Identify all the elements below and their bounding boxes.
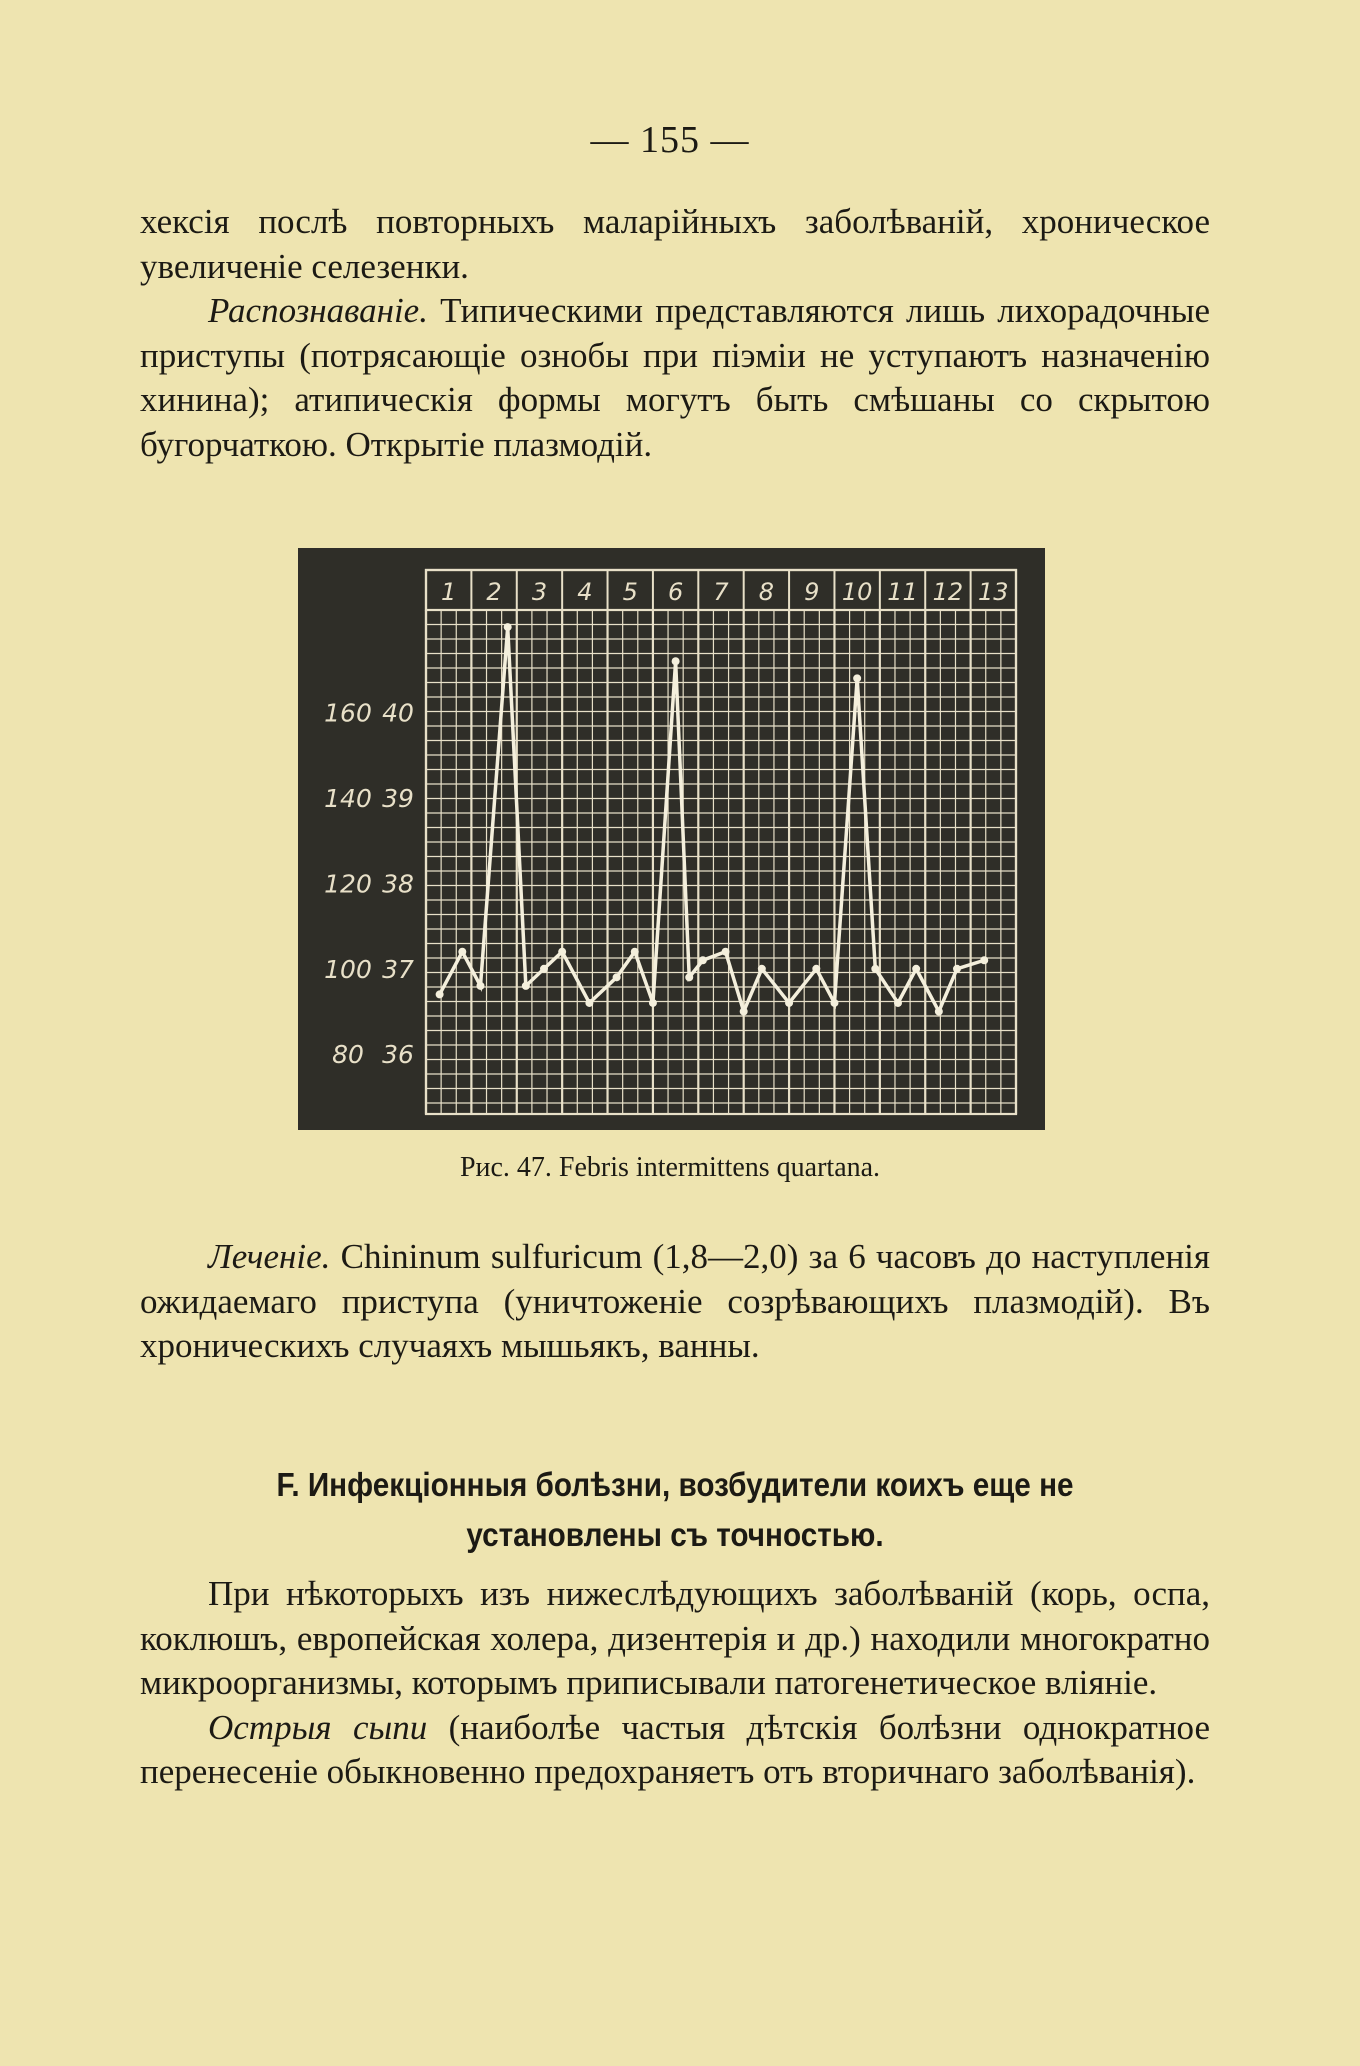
- temperature-point: [685, 973, 693, 981]
- acute-rashes-text: (наиболѣе частыя дѣтскія болѣзни однократное перенесеніе обыкновенно предохраняетъ отъ вторичнаго заболѣванія).: [140, 1707, 1211, 1791]
- pulse-axis-label: 160: [324, 698, 372, 728]
- temperature-point: [672, 657, 680, 665]
- column-label: 5: [622, 578, 638, 606]
- temperature-point: [871, 965, 879, 973]
- paragraph-recognition: [140, 289, 1210, 467]
- temperature-chart: [298, 548, 1045, 1130]
- column-label: 6: [667, 578, 684, 606]
- recognition-heading: Распознаваніе.: [208, 291, 428, 330]
- page-number: — 155 —: [590, 119, 750, 161]
- treatment-body: Chininum sulfuricum (1,8—2,0) за 6 часовъ до наступленія ожидаемаго приступа (уничтоженіе созрѣвающихъ плазмодій). Въ хроническихъ случаяхъ мышьякъ, ванны.: [140, 1237, 1210, 1365]
- temperature-point: [540, 965, 548, 973]
- temperature-point: [585, 999, 593, 1007]
- temperature-point: [722, 948, 730, 956]
- temperature-chart-figure: [298, 548, 1045, 1130]
- section-heading: F. Инфекціонныя болѣзни, возбудители коихъ еще не установлены съ точностью.: [276, 1466, 1074, 1553]
- temperature-point: [649, 999, 657, 1007]
- column-label: 2: [486, 578, 502, 606]
- temperature-point: [853, 674, 861, 682]
- column-label: 3: [531, 578, 548, 606]
- temperature-point: [613, 973, 621, 981]
- temperature-point: [631, 948, 639, 956]
- paragraph-acute-rashes: [140, 1706, 1210, 1795]
- temperature-point: [785, 999, 793, 1007]
- temperature-axis-label: 36: [382, 1040, 414, 1070]
- temperature-point: [558, 948, 566, 956]
- paragraph-treatment: [140, 1235, 1210, 1369]
- column-label: 8: [758, 578, 775, 606]
- treatment-text: [140, 1235, 1210, 1369]
- column-label: 10: [841, 578, 873, 606]
- temperature-axis-label: 38: [382, 869, 414, 899]
- acute-rashes-heading: Острыя сыпи: [208, 1707, 428, 1747]
- column-label: 13: [978, 578, 1009, 606]
- temperature-point: [758, 965, 766, 973]
- paragraph-cachexia: хексія послѣ повторныхъ маларійныхъ заболѣваній, хроническое увеличеніе селезенки.: [140, 202, 1210, 286]
- column-label: 12: [932, 578, 964, 606]
- temperature-point: [740, 1007, 748, 1015]
- temperature-point: [522, 982, 530, 990]
- temperature-point: [504, 623, 512, 631]
- temperature-curve: [440, 627, 985, 1011]
- pulse-axis-label: 120: [324, 869, 372, 899]
- column-label: 11: [887, 578, 918, 606]
- treatment-heading: Леченіе.: [208, 1237, 331, 1276]
- temperature-point: [436, 990, 444, 998]
- column-label: 9: [804, 578, 820, 606]
- column-label: 1: [441, 578, 457, 606]
- paragraph-infections: При нѣкоторыхъ изъ нижеслѣдующихъ заболѣваній (корь, оспа, коклюшъ, европейская холера, дизентерія и др.) находили многократно микроорганизмы, которымъ приписывали патогенетическое вліяніе.: [140, 1574, 1210, 1702]
- temperature-axis-label: 39: [382, 783, 414, 813]
- temperature-point: [476, 982, 484, 990]
- temperature-point: [830, 999, 838, 1007]
- pulse-axis-label: 140: [324, 783, 372, 813]
- temperature-point: [699, 956, 707, 964]
- temperature-point: [894, 999, 902, 1007]
- column-label: 7: [713, 578, 729, 606]
- temperature-point: [812, 965, 820, 973]
- temperature-point: [980, 956, 988, 964]
- figure-caption: Рис. 47. Febris intermittens quartana.: [459, 1152, 881, 1183]
- upper-text: [140, 200, 1210, 467]
- column-label: 4: [577, 578, 593, 606]
- lower-text: [140, 1572, 1210, 1795]
- pulse-axis-label: 80: [332, 1040, 364, 1070]
- temperature-axis-label: 40: [382, 698, 414, 728]
- temperature-axis-label: 37: [382, 954, 414, 984]
- recognition-text: Типическими представляются лишь лихорадочные приступы (потрясающіе ознобы при піэміи не уступаютъ назначенію хинина); атипическія формы могутъ быть смѣшаны со скрытою бугорчаткою. Открытіе плазмодій.: [140, 291, 1210, 464]
- pulse-axis-label: 100: [324, 954, 372, 984]
- temperature-point: [458, 948, 466, 956]
- temperature-point: [912, 965, 920, 973]
- temperature-point: [935, 1007, 943, 1015]
- temperature-point: [953, 965, 961, 973]
